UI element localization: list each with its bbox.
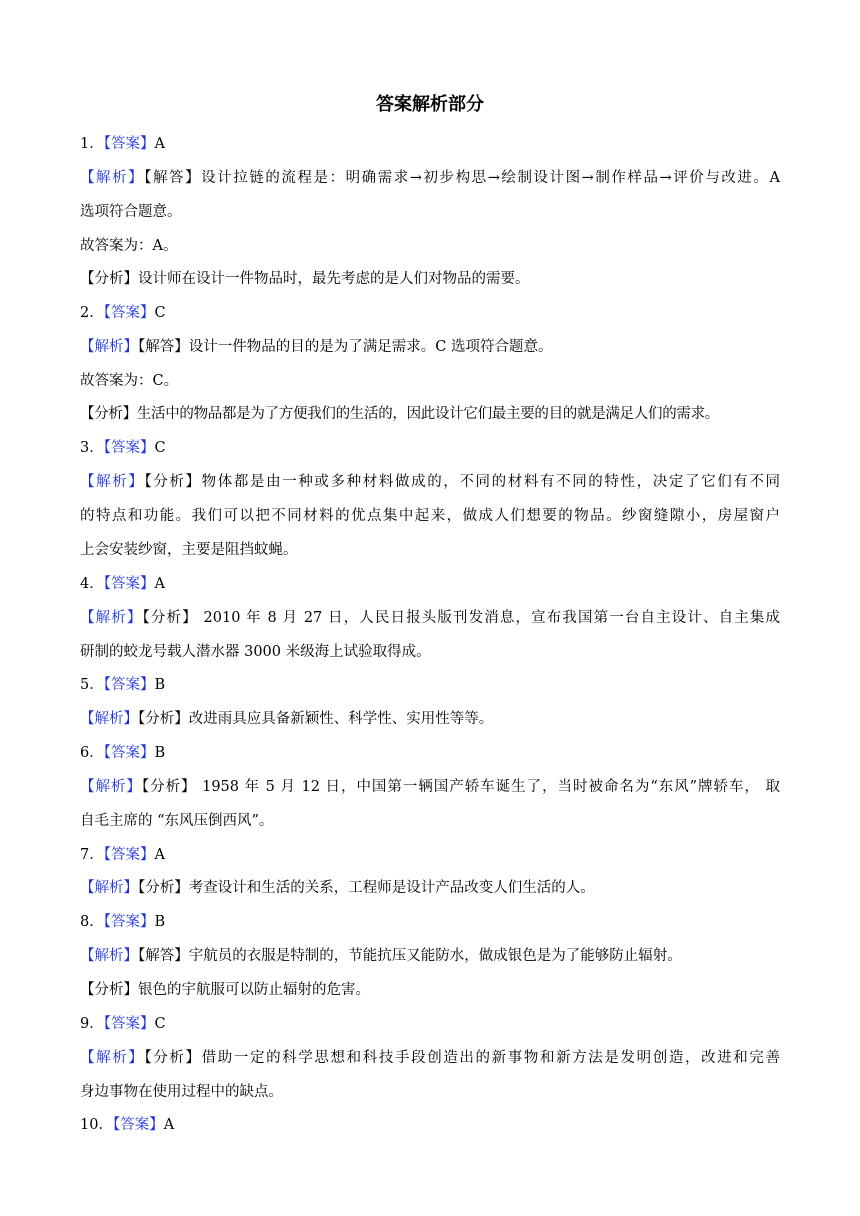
answer-value: C — [154, 1016, 166, 1032]
answer-line-3: 3．【答案】C — [80, 440, 166, 456]
jiexi-tag: 【解析】 — [80, 474, 145, 490]
answer-line-6: 6．【答案】B — [80, 745, 166, 761]
analysis-line: 【解析】【分析】借助一定的科学思想和科技手段创造出的新事物和新方法是发明创造，改进和完善 — [80, 1050, 781, 1066]
analysis-line: 【解析】【分析】物体都是由一种或多种材料做成的，不同的材料有不同的特性，决定了它们有不同 — [80, 474, 781, 490]
answer-tag: 【答案】 — [103, 1016, 155, 1032]
answer-value: C — [154, 440, 166, 456]
answer-line-2: 2．【答案】C — [80, 305, 166, 321]
page-title: 答案解析部分 — [376, 94, 484, 115]
answer-value: A — [154, 576, 165, 592]
analysis-line: 【解析】【解答】设计一件物品的目的是为了满足需求。C 选项符合题意。 — [80, 339, 553, 355]
jiexi-tag: 【解析】 — [80, 170, 145, 186]
answer-value: B — [154, 914, 166, 930]
analysis-line: 【解析】【分析】改进雨具应具备新颖性、科学性、实用性等等。 — [80, 711, 494, 727]
fenxi-line: 【分析】设计师在设计一件物品时，最先考虑的是人们对物品的需要。 — [80, 271, 530, 287]
answer-line-10: 10．【答案】A — [80, 1117, 175, 1133]
answer-value: C — [154, 305, 166, 321]
jiexi-tag: 【解析】 — [80, 1050, 145, 1066]
fenxi-tag: 【分析】 — [80, 271, 138, 287]
jiexi-tag: 【解析】 — [80, 711, 138, 727]
answer-tag: 【答案】 — [103, 847, 155, 863]
analysis-line: 上会安装纱窗，主要是阻挡蚊蝇。 — [80, 542, 298, 558]
answer-line-9: 9．【答案】C — [80, 1016, 166, 1032]
conclusion-line: 故答案为：A。 — [80, 238, 178, 254]
analysis-line: 的特点和功能。我们可以把不同材料的优点集中起来，做成人们想要的物品。纱窗缝隙小，房屋窗户 — [80, 508, 780, 524]
analysis-line: 【解析】【分析】考查设计和生活的关系，工程师是设计产品改变人们生活的人。 — [80, 880, 595, 896]
answer-tag: 【答案】 — [103, 305, 155, 321]
analysis-line: 身边事物在使用过程中的缺点。 — [80, 1084, 283, 1100]
answer-line-8: 8．【答案】B — [80, 914, 166, 930]
answer-tag: 【答案】 — [103, 440, 155, 456]
answer-line-4: 4．【答案】A — [80, 576, 165, 592]
answer-tag: 【答案】 — [103, 745, 155, 761]
answer-tag: 【答案】 — [103, 136, 155, 152]
fenxi-tag: 【分析】 — [80, 982, 138, 998]
answer-value: B — [154, 745, 166, 761]
conclusion-line: 故答案为：C。 — [80, 373, 179, 389]
answer-tag: 【答案】 — [112, 1117, 164, 1133]
jiexi-tag: 【解析】 — [80, 948, 138, 964]
jiexi-tag: 【解析】 — [80, 610, 143, 626]
jiexi-tag: 【解析】 — [80, 779, 142, 795]
fenxi-line: 【分析】银色的宇航服可以防止辐射的危害。 — [80, 982, 370, 998]
answer-value: A — [154, 136, 165, 152]
analysis-line: 【解析】【解答】设计拉链的流程是：明确需求→初步构思→绘制设计图→制作样品→评价与改进。A — [80, 170, 780, 186]
analysis-line: 研制的蛟龙号载人潜水器 3000 米级海上试验取得成。 — [80, 644, 431, 660]
answer-line-7: 7．【答案】A — [80, 847, 165, 863]
answer-value: A — [163, 1117, 175, 1133]
fenxi-line: 【分析】生活中的物品都是为了方便我们的生活的，因此设计它们最主要的目的就是满足人们的需求。 — [80, 406, 720, 422]
jiexi-tag: 【解析】 — [80, 880, 138, 896]
answer-line-5: 5．【答案】B — [80, 677, 166, 693]
analysis-line: 选项符合题意。 — [80, 204, 182, 220]
answer-value: B — [154, 677, 166, 693]
answer-line-1: 1．【答案】A — [80, 136, 165, 152]
analysis-line: 【解析】【分析】 1958 年 5 月 12 日，中国第一辆国产轿车诞生了，当时被命名为“东风”牌轿车， 取 — [80, 779, 781, 795]
fenxi-tag: 【分析】 — [80, 406, 137, 422]
jiexi-tag: 【解析】 — [80, 339, 138, 355]
analysis-line: 【解析】【解答】宇航员的衣服是特制的，节能抗压又能防水，做成银色是为了能够防止辐射。 — [80, 948, 682, 964]
analysis-line: 自毛主席的 “东风压倒西风”。 — [80, 813, 274, 829]
answer-value: A — [154, 847, 165, 863]
answer-tag: 【答案】 — [103, 576, 155, 592]
answer-tag: 【答案】 — [103, 914, 155, 930]
answer-tag: 【答案】 — [103, 677, 155, 693]
analysis-line: 【解析】【分析】 2010 年 8 月 27 日，人民日报头版刊发消息，宣布我国第一台自主设计、自主集成 — [80, 610, 781, 626]
